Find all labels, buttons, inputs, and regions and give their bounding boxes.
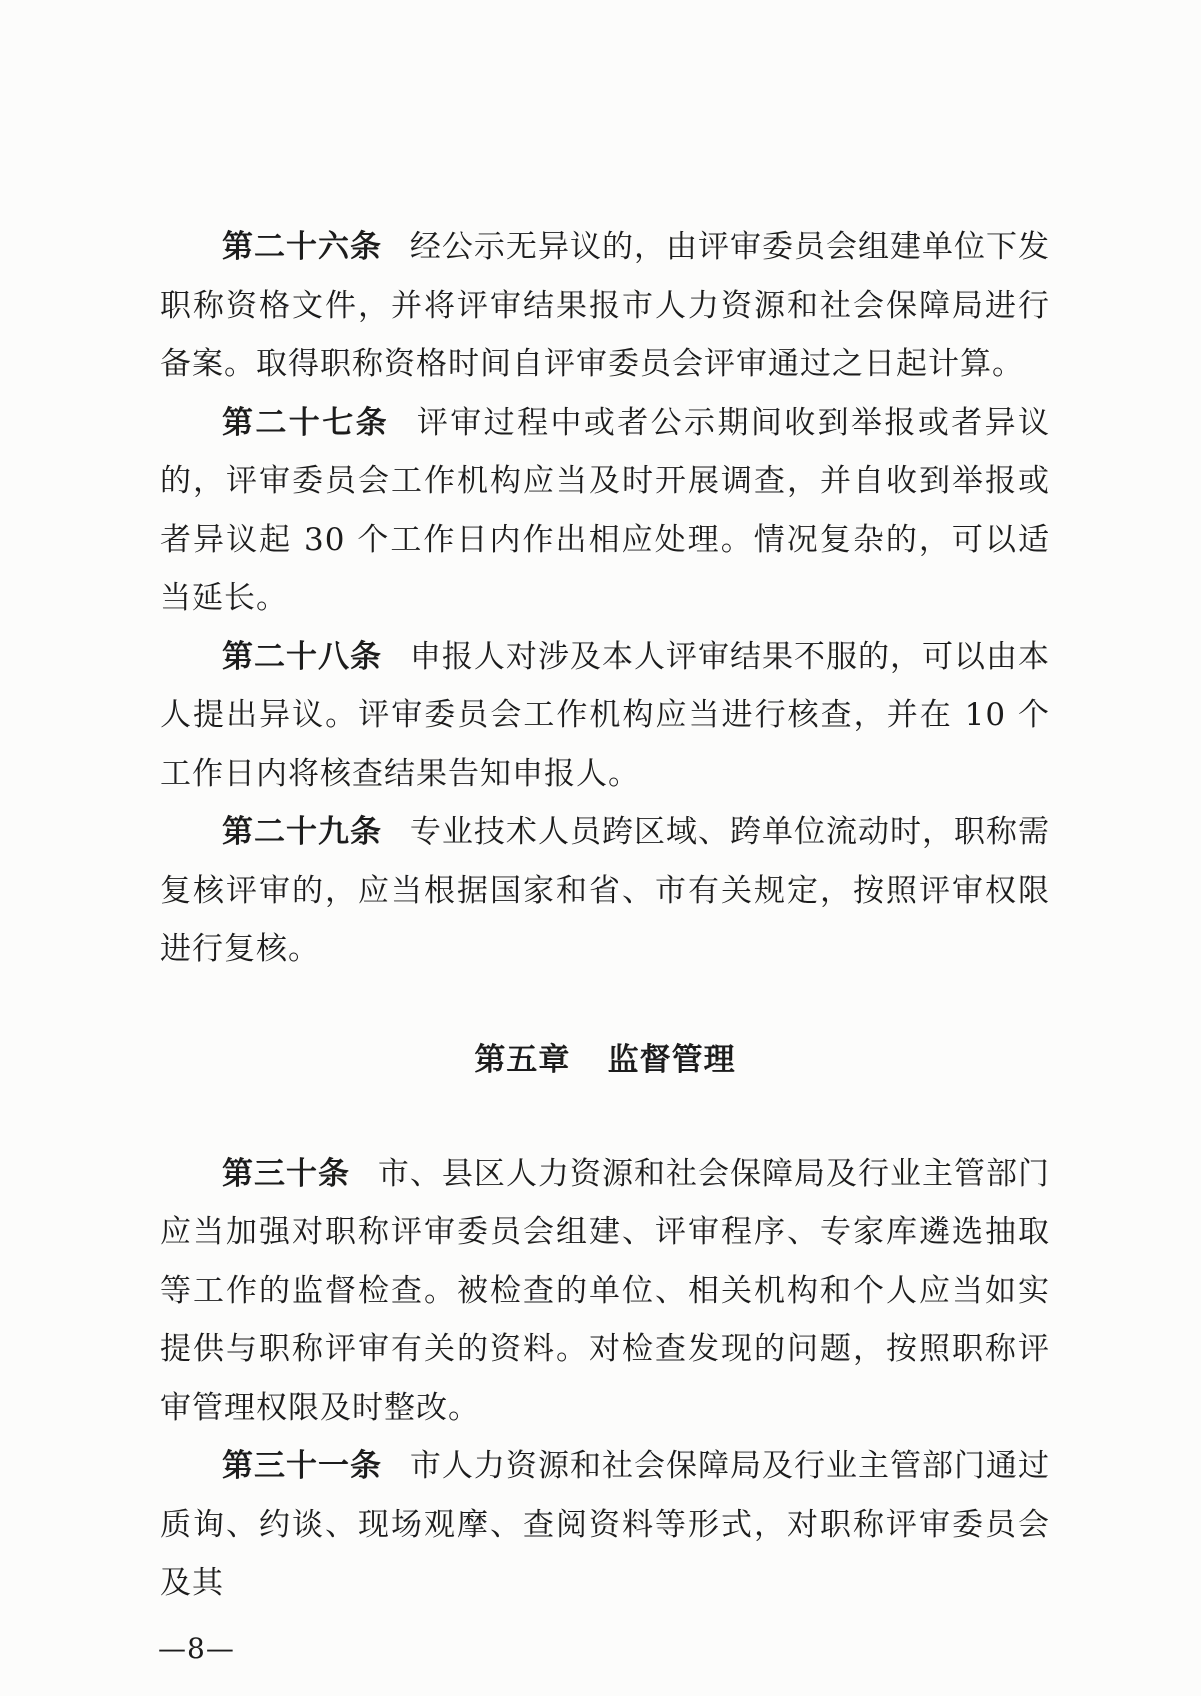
page-number: —8— <box>158 1632 235 1665</box>
article-26 <box>160 218 1050 394</box>
article-text: 申报人对涉及本人评审结果不服的，可以由本人提出异议。评审委员会工作机构应当进行核查，并在 10 个工作日内将核查结果告知申报人。 <box>160 638 1051 792</box>
article-heading: 第二十六条 <box>222 229 383 265</box>
article-text: 评审过程中或者公示期间收到举报或者异议的，评审委员会工作机构应当及时开展调查，并自收到举报或者异议起 30 个工作日内作出相应处理。情况复杂的，可以适当延长。 <box>160 404 1051 616</box>
article-heading: 第三十一条 <box>222 1448 383 1484</box>
chapter-number: 第五章 <box>474 1041 571 1078</box>
document-body <box>160 218 1050 1613</box>
article-29 <box>160 803 1050 979</box>
article-31 <box>160 1437 1050 1613</box>
article-text: 市人力资源和社会保障局及行业主管部门通过质询、约谈、现场观摩、查阅资料等形式，对职称评审委员会及其 <box>160 1448 1051 1601</box>
article-text: 市、县区人力资源和社会保障局及行业主管部门应当加强对职称评审委员会组建、评审程序、专家库遴选抽取等工作的监督检查。被检查的单位、相关机构和个人应当如实提供与职称评审有关的资料。对检查发现的问题，按照职称评审管理权限及时整改。 <box>160 1155 1051 1426</box>
article-27 <box>160 394 1050 628</box>
article-heading: 第三十条 <box>222 1155 351 1192</box>
article-heading: 第二十八条 <box>222 638 383 675</box>
article-28 <box>160 628 1050 804</box>
chapter-heading <box>160 1031 1050 1089</box>
article-text: 经公示无异议的，由评审委员会组建单位下发职称资格文件，并将评审结果报市人力资源和社会保障局进行备案。取得职称资格时间自评审委员会评审通过之日起计算。 <box>160 229 1051 382</box>
chapter-title: 监督管理 <box>607 1041 736 1078</box>
article-30 <box>160 1145 1050 1438</box>
article-heading: 第二十七条 <box>222 404 389 441</box>
article-text: 专业技术人员跨区域、跨单位流动时，职称需复核评审的，应当根据国家和省、市有关规定，按照评审权限进行复核。 <box>160 814 1051 967</box>
article-heading: 第二十九条 <box>222 814 383 850</box>
